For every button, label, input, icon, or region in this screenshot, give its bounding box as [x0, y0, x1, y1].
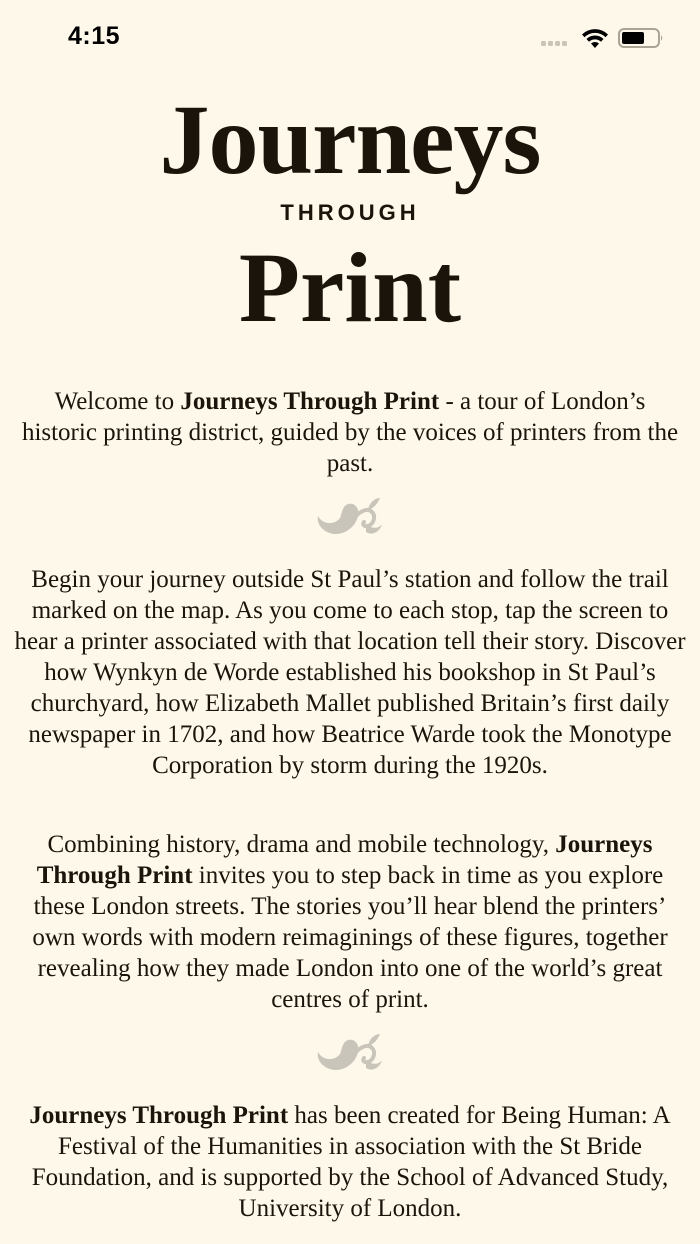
intro-paragraph	[14, 386, 686, 479]
intro-suffix: - a tour of London’s historic printing district, guided by the voices of printers from the past.	[21, 388, 679, 477]
status-time: 4:15	[68, 22, 121, 50]
body-paragraph-2-prefix: Combining history, drama and mobile technology,	[47, 831, 556, 858]
title-through: through	[280, 192, 420, 227]
body-paragraph-1: Begin your journey outside St Paul’s station and follow the trail marked on the map. As you come to each stop, tap the screen to hear a printer associated with that location tell their story. Discover how Wynkyn de Worde established his bookshop in St Paul’s churchyard, how Elizabeth Mallet published Britain’s first daily newspaper in 1702, and how Beatrice Warde took the Monotype Corporation by storm during the 1920s.	[14, 566, 686, 779]
wifi-icon	[581, 27, 609, 49]
body-paragraph-2	[14, 829, 686, 1015]
title-print: Print	[238, 232, 462, 343]
leaf-fleuron-icon	[312, 1030, 388, 1076]
leaf-fleuron-icon	[312, 494, 388, 540]
status-bar	[0, 0, 700, 80]
body-paragraph-2-app-name: Journeys Through Print	[36, 831, 653, 889]
intro-app-name: Journeys Through Print	[180, 388, 440, 415]
intro-prefix: Welcome to	[54, 388, 181, 415]
credits-text: has been created for Being Human: A Festival of the Humanities in association with the St Bride Foundation, and is supported by the School of Advanced Study, University of London.	[31, 1102, 671, 1222]
battery-icon	[618, 27, 664, 49]
signal-dots-icon	[541, 41, 567, 46]
credits-paragraph	[14, 1100, 686, 1224]
body-paragraph-2-suffix: invites you to step back in time as you explore these London streets. The stories you’ll hear blend the printers’ own words with modern reimaginings of these figures, together revealing how they made London into one of the world’s great centres of print.	[32, 862, 668, 1013]
credits-app-name: Journeys Through Print	[29, 1102, 289, 1129]
title-journeys: Journeys	[159, 84, 541, 195]
